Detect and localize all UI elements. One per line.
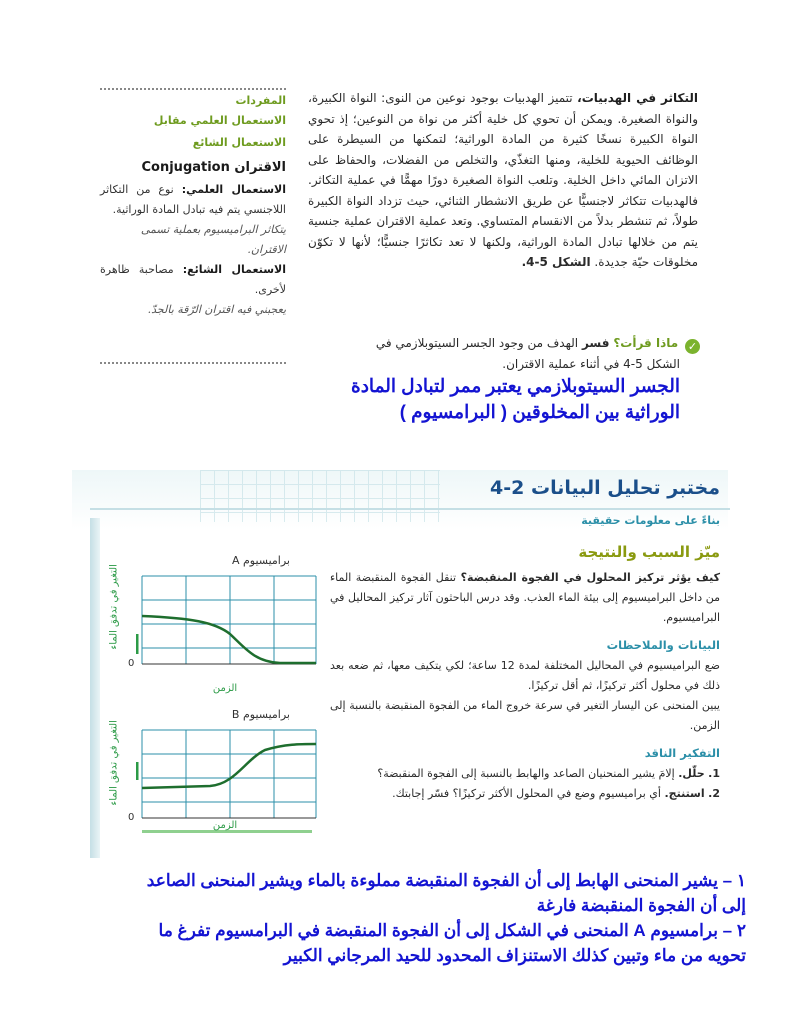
checkmark-icon: ✓ — [685, 339, 700, 354]
graph-b-grid — [142, 730, 316, 818]
lab-text — [330, 540, 720, 804]
lab-side-border — [90, 518, 100, 858]
graph-b-y-label: التغير في تدفق الماء — [108, 720, 120, 806]
lab-question-bold: كيف يؤثر تركيز المحلول في الفجوة المنقبضة؟ — [460, 571, 720, 584]
graph-a-curve — [142, 616, 316, 663]
reading-check-line-1: الهدف من وجود الجسر السيتوبلازمي في — [375, 336, 579, 350]
article-paragraph — [308, 88, 698, 273]
lab-title: مختبر تحليل البيانات 2-4 — [490, 477, 720, 499]
vocab-scientific — [100, 180, 286, 220]
reading-check-label: ماذا قرأت؟ — [613, 336, 679, 350]
q2-text: أي براميسيوم وضع في المحلول الأكثر تركيزًا؟ فسّر إجابتك. — [392, 787, 661, 800]
lab-question-text: تنقل الفجوة المنقبضة الماء من داخل البراميسيوم إلى بيئة الماء العذب. وقد درس الباحثون آثار تركيز المحاليل في البراميسيوم. — [330, 571, 720, 624]
q1-text: إلامَ يشير المنحنيان الصاعد والهابط بالنسبة إلى الفجوة المنقبضة؟ — [377, 767, 675, 780]
vocab-scientific-label: الاستعمال العلمي: — [181, 183, 287, 196]
q2-number: 2. — [708, 787, 720, 800]
q1-command: حلّل. — [678, 767, 705, 780]
lab-heading: ميّز السبب والنتيجة — [578, 543, 720, 561]
lab-subtitle: بناءً على معلومات حقيقية — [581, 514, 720, 527]
graph-a-y-marker — [136, 634, 139, 654]
vocab-subtitle-2: الاستعمال الشائع — [192, 136, 286, 149]
graph-b-y-marker — [136, 762, 139, 780]
vocab-common-example: يعجبني فيه اقتران الرّقة بالجدّ. — [147, 303, 286, 316]
graph-a-grid — [142, 576, 316, 664]
data-heading: البيانات والملاحظات — [606, 638, 720, 652]
graph-a — [120, 572, 320, 672]
graph-a-zero: 0 — [128, 658, 135, 669]
vocab-common — [100, 260, 286, 300]
lab-header-grid — [200, 470, 440, 522]
answer-1-line-1: ١ – يشير المنحنى الهابط إلى أن الفجوة المنقبضة مملوءة بالماء ويشير المنحنى الصاعد — [146, 871, 746, 890]
reading-check-line-2: الشكل 5-4 في أثناء عملية الاقتران. — [502, 357, 680, 371]
vocab-title: المفردات — [235, 94, 286, 107]
reading-check — [320, 333, 700, 374]
figure-reference: الشكل 5-4. — [521, 255, 591, 269]
teacher-note — [100, 373, 680, 425]
graph-a-x-label: الزمن — [212, 683, 238, 694]
answer-2-line-2: تحويه من ماء وتبين كذلك الاستنزاف المحدود للحيد المرجاني الكبير — [283, 946, 746, 965]
answers-block — [56, 868, 746, 968]
vocab-scientific-example: يتكاثر البراميسيوم بعملية تسمى الاقتران. — [140, 223, 286, 256]
data-text-1: ضع البراميسيوم في المحاليل المختلفة لمدة 12 ساعة؛ لكي يتكيف معها، ثم ضعه بعد ذلك في محلول أكثر تركيزًا، ثم أقل تركيزًا. — [330, 659, 720, 692]
graph-a-title: براميسيوم A — [231, 554, 290, 567]
lab-question — [330, 568, 720, 628]
teacher-note-line-1: الجسر السيتوبلازمي يعتبر ممر لتبادل المادة — [351, 375, 680, 396]
critical-question-1 — [330, 764, 720, 784]
graph-b-title: براميسيوم B — [231, 708, 290, 721]
graph-a-y-label: التغير في تدفق الماء — [108, 564, 120, 650]
graph-b-zero: 0 — [128, 812, 135, 823]
lab-top-border — [90, 508, 730, 510]
critical-question-2 — [330, 784, 720, 804]
vocab-scientific-text: نوع من التكاثر اللاجنسي يتم فيه تبادل المادة الوراثية. — [100, 183, 286, 216]
graph-b-x-label: الزمن — [212, 820, 238, 831]
critical-heading: التفكير الناقد — [644, 746, 720, 760]
q2-command: استنتج. — [664, 787, 705, 800]
graph-b-curve — [142, 744, 316, 788]
q1-number: 1. — [708, 767, 720, 780]
vocab-common-label: الاستعمال الشائع: — [182, 263, 286, 276]
article-lead-term: التكاثر في الهدبيات، — [577, 91, 698, 105]
vocabulary-sidebar — [100, 88, 286, 364]
answer-1-line-2: إلى أن الفجوة المنقبضة فارغة — [536, 896, 746, 915]
vocab-common-text: مصاحبة ظاهرة لأخرى. — [100, 263, 286, 296]
reading-check-command: فسر — [581, 336, 610, 350]
answer-2-line-1: ٢ – برامسيوم A المنحنى في الشكل إلى أن الفجوة المنقبضة في البرامسيوم تفرغ ما — [158, 921, 746, 940]
vocab-subtitle-1: الاستعمال العلمي مقابل — [153, 114, 286, 127]
teacher-note-line-2: الوراثية بين المخلوقين ( البرامسيوم ) — [399, 401, 680, 422]
article-body: تتميز الهدبيات بوجود نوعين من النوى: النواة الكبيرة، والنواة الصغيرة. ويمكن أن تحوي كل خلية أكثر من نواة من النوعين؛ إذ تحوي النواة الكبيرة نسخًا كثيرة من المادة الوراثية؛ لتمكنها من السيطرة على الوظائف الحيوية للخلية، ومنها التغذّي، والتخلص من الفضلات، والحفاظ على الاتزان المائي داخل الخلية. وتلعب النواة الصغيرة دورًا مهمًّا في عملية التكاثر. فالهدبيات تتكاثر لاجنسيًّا عن طريق الانشطار الثنائي، حيث تزداد النواة الكبيرة طولاً، ثم تنشطر بدلاً من الانقسام المتساوي. وتعد عملية الاقتران عملية جنسية يتم من خلالها تبادل المادة الوراثية، ولكنها لا تعد تكاثرًا جنسيًّا؛ لأنها لا تكوّن مخلوقات حيّة جديدة. — [308, 91, 698, 269]
data-text-2: يبين المنحنى عن اليسار التغير في سرعة خروج الماء من الفجوة المنقبضة بالنسبة إلى الزمن. — [330, 699, 720, 732]
vocab-term: الاقتران Conjugation — [141, 160, 286, 175]
